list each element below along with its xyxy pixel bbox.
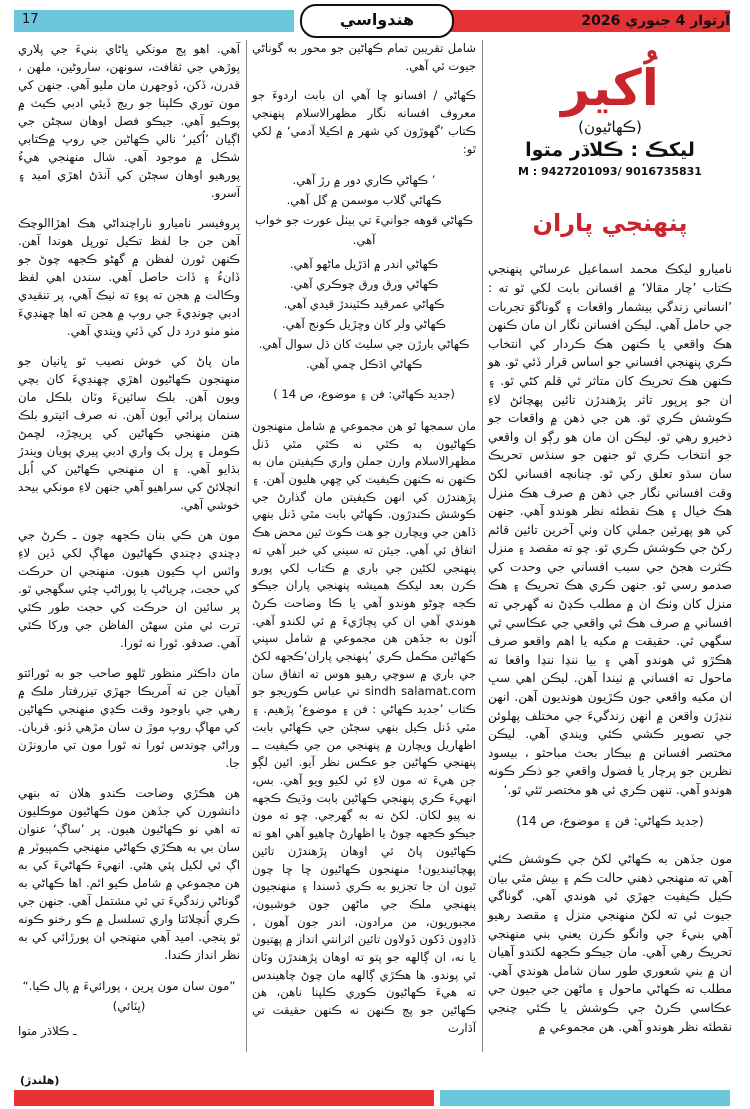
paragraph: مان سمجها ٿو هن مجموعي ۾ شامل منهنجون ڪهاڻيون به ڪٿي نه ڪٿي مٿي ڏنل مظهرالاسلام وارن جملن واري ڪيفيتن مان به ڪنهن نه ڪنهن ڪيفيت کي ڇهي هليون آهن. ۽ پڙهندڙن کي انهن ڪيفيتن مان گذارڻ جي ڪوشش ڪندڙون. ڪهاڻي بابت مٿي ڏنل بنهي ڏاهن جي ويچارن جو هت ڪوٽ ٿين محض هڪ اتفاق ئي آهي. جيئن ته سيني کي خبر آهي ته پنهنجي لکڻين جي باري ۾ ڪتاب لکي پورو ڪرن بعد ليکڪ هميشه پنهنجي پاران جيڪو ڪجه چوڻو هوندو آهي يا ڪا وضاحت ڪرڻ هوندي آهي ان کي پچاڙيءَ ۾ ئي لکندو آهي. آئون به جڏهن هن مجموعي ۾ شامل سڀني ڪهاڻين مڪمل ڪري ’پنهنجي پاران‘ڪجهه لکڻ جي باري ۾ سوچي رهيو هوس ته اتفاق سان sindh salamat.com تي عباس ڪوريجو جو ڪتاب ’جديد ڪهاڻي : فن ۽ موضوع‘ پڙهيم. ۽ مٿي ڏنل ڪيل بنهي سڄڻن جي ڪهاڻي بابت اظهاريل ويچارن ۾ پنهنجي من جي ڪيفيت ــ پنهنجي ڪهاڻين جو عڪس نظر آيو. ائين لڳو جن هيءَ ته مون لاءِ ئي لکيو ويو آهي. بس، انهيءَ ڪري پنهنجي ڪهاڻين بابت وڌيڪ ڪجهه نه پيو لکان. لکڻ نه به گهرجي. ڇو ته مون جيڪو ڪجهه چوڻ يا اظهارڻ چاهيو آهي اهو ته ڪهاڻيون پاڻ ئي اوهان پڙهندڙن تائين پهچائينديون! منهنجون ڪهاڻيون ڇا ڇا چون ٿيون ان جا تجزيو به ڪري ڏسندا ۽ منهنجيون پنهنجي ملڪ جي ماڻهن جون خوشيون، مجبوريون، من مرادون، اندر جون آهون ، ڏاڍون ڏکون ڏولاون تائين اثرانتي انداز ۾ پهتيون يا نه، ان ڳالهه جو پتو ته اوهان پڙهندڙن وٽان ئي پوندو. ها هڪڙي ڳالهه مان چوڻ چاهيندس ته هيءَ ڪهاڻيون ڪوري ڪلپنا ناهن، هن ڪهاڻين جو پڄ ڪنهن نه ڪنهن حقيقت تي آڌارت bbox=[252, 418, 476, 1035]
signature: ـ ڪلاڌر متوا bbox=[18, 1024, 77, 1038]
paragraph: هن هڪڙي وضاحت ڪندو هلان ته بنهي دانشورن کي جڏهن مون ڪهاڻيون موڪليون ته اهي نو ڪهاڻيون هيون. پر ’ساڳ‘ عنوان سان بي به هڪڙي ڪهاڻي منهنجي ڪمپيوٽر ۾ اڳ ئي لکيل پئي هئي. انهيءَ ڪهاڻيءَ کي به هن مجموعي ۾ شامل ڪيو اٿم. اها ڪهاڻي به گوناڻي زندگيءَ تي ئي مشتمل آهي. جنهن جي ڪري اُنچلائتا واري تسلسل ۾ ڪو رخنو ڪونه ٿو پنجي. اميد آهي منهنجي ان پورڙائي کي به نظر انداز ڪندا. bbox=[18, 786, 240, 962]
poem-line: ڪهاڻي عمرقيد ڪٽيندڙ قيدي آهي. bbox=[283, 297, 445, 312]
story-title: اُکير bbox=[561, 59, 659, 117]
header-cyan-bar bbox=[14, 10, 294, 32]
quote-line: ”مون سان مون پرين ، پورائيءَ ۾ پال ڪيا.“ bbox=[22, 979, 236, 993]
column-right bbox=[488, 40, 732, 1048]
newspaper-logo: هندواسي bbox=[300, 4, 454, 38]
paragraph: مان پاڻ کي خوش نصيب ٿو ڀانيان جو منهنجون ڪهاڻيون اهڙي چهنڊيءَ کان بچي ويون آهن. بلڪ سائينءَ وٽان بلڪل مان سنمان پرائي آيون آهن. نه صرف ائيترو بلڪ هنن منهنجي ڪهاڻين کي پريچڙڊ، لڇمڻ ڪومل ۽ پرل بک واري ادبي پيري پويان ويندڙ بڌايو آهي. ۽ ان منهنجي ڪهاڻين کي اُبل انچلائڻ کي سراهيو آهي جنهن لاءِ مونکي بيحد خوشي آهي. bbox=[18, 354, 240, 512]
poem-line: ڪهاڻي ولر کان وڇڙيل ڪونج آهي. bbox=[282, 317, 446, 332]
author-byline: ليکڪ : ڪلاڌر متوا bbox=[525, 138, 695, 161]
issue-date: آرتوار 4 جنوري 2026 bbox=[581, 13, 730, 29]
continued-marker: (هلندڙ) bbox=[20, 1074, 60, 1087]
paragraph: آهي. اهو پڄ مونکي ڀاڻاي بنيءَ جي پلاري پوڙهي جي ثقافت، سونهن، ساروڻين، ملهن ، قدرن، ڏکن، ڏوجهرن مان مليو آهي. جنهن کي مون توري ڪلپنا جو ريڄ ڏيئي ادبي ڪيٽ ۾ پوڪيو آهي. جيڪو فصل اوهان سڄڻن جي اڳيان ’اُکير‘ نالي ڪهاڻين جي روپ ۾ڪتابي شڪل ۾ موجود آهي. شال منهنجي هيءُ پورهيو اوهان سڄڻن کي آنڌڻ اهڙي اميد ۽ آسرو. bbox=[18, 42, 240, 200]
poem-line: ڪهاڻي قوهه جوانيءَ تي بيٺل عورت جو خواب آهي. bbox=[255, 213, 473, 248]
column-divider bbox=[246, 40, 247, 1052]
paragraph: مون هن ڪي بنان ڪجهه چون ـ ڪرڻ جي ڊچندي ڊچندي ڪهاڻيون مهاڳ لکي ڏين لاءِ واٽس اپ ڪيون هيون. منهنجي ان حرڪت کي حجت، چرياڻپ يا پوراڻپ چئي سگهجي ٿو. پر سائين ان حرڪت کي حجت طور ڪئي ترت ئي مٺن سهڻن الفاظن جي ورکا ڪئي آهي. صدقو. ٿورا نه ٿورا. bbox=[18, 528, 240, 650]
paragraph: ڪهاڻي / افسانو ڇا آهي ان بابت اردوءَ جو معروف افسانه نگار مظهرالاسلام پنهنجي ڪتاب ’گهوڙون کي شهر ۾ اڪيلا آدمي‘ ۾ لکي ٿو: bbox=[252, 88, 476, 156]
section-heading: پنهنجي پاران bbox=[532, 208, 688, 237]
column-left bbox=[18, 40, 240, 1040]
poem-quote bbox=[252, 170, 476, 374]
poem-line: ڪهاڻي ورق ورق چوڪري آهي. bbox=[289, 277, 439, 292]
footer-cyan-bar bbox=[440, 1090, 730, 1106]
citation: (جديد ڪهاڻي: فن ۽ موضوع، ص 14) bbox=[516, 813, 704, 828]
paragraph: مان داڪٽر منظور ٿلهو صاحب جو به ٿورائتو آهيان جن ته آمريڪا جهڙي تيزرفتار ملڪ ۾ رهي جي باوجود وقت ڪڍي منهنجي ڪهاڻين کي مهاڳ روپ موڙ ن سان مڙهي ڏنو. قربان. وراڻي چوندس ٿورا نه ٿورا مون تي مارونڙن جا. bbox=[18, 666, 240, 770]
story-genre: (ڪهاڻيون) bbox=[578, 118, 642, 136]
paragraph: شامل تقريبن تمام ڪهاڻين جو محور به گوناڻي جيوت ئي آهي. bbox=[252, 41, 476, 73]
footer-red-bar bbox=[14, 1090, 434, 1106]
closing-quote bbox=[18, 976, 240, 1016]
poem-line: ڪهاڻي اندر ۾ اڌڙيل ماڻهو آهي. bbox=[289, 257, 439, 272]
poem-line: ’ ڪهاڻي ڪاري دور ۾ رڙ آهي. bbox=[292, 173, 436, 188]
poem-line: ڪهاڻي گلاب موسمن ۾ گل آهي. bbox=[286, 193, 442, 208]
column-middle bbox=[252, 40, 476, 1050]
author-mobile: M : 9427201093/ 9016735831 bbox=[518, 165, 702, 179]
poem-line: ڪهاڻي بارڙن جي سليٽ کان ڌل سوال آهي. bbox=[258, 337, 470, 352]
citation: (جديد ڪهاڻي: فن ۽ موضوع، ص 14 ) bbox=[273, 387, 455, 402]
poem-line: ڪهاڻي اڌڪل چمي آهي. bbox=[305, 357, 423, 372]
paragraph: ناميارو ليکڪ محمد اسماعيل عرساڻي پنهنجي ڪتاب ’چار مقالا‘ ۾ افسانن بابت لکي ٿو ته : ’انساني زندگي بيشمار واقعات ۽ گوناگوَ تجربات جي حامل آهي. ليڪن افسانن نگار ان مان ڪنهن هڪ واقعي يا ڪنهن هڪ ڪردار کي انتخاب ڪري پنهنجي افساني جو اساس قرار ڏئي ٿو. هو ڪنهن هڪ تحريڪ کان متاثر ٿي قلم کڻي ٿو. ۽ ان جو پرپور تاثر پڙهندڙن تائين پهچائڻ لاءِ ڪوشش ڪري ٿو. هن جي ذهن ۾ واقعات جو ذخيرو رهي ٿو. ليڪن ان مان هو رڳو ان واقعي جو انتخاب ڪري ٿو جنهن جو سنڌس تحريڪ سان سڌو تعلق رکي ٿو. چنانچه افساني لکڻ وقت افساني نگار جي ذهن ۾ صرف هڪ منزل هڪ خيال ۽ هڪ نقطئه نظر هوندو آهي. جنهن کي هو پهرئين جملي کان وٺي آخرين تائين قائم رکڻ جي ڪوشش ڪري ٿو. چو ته مقصد ۽ منزل ڪثرت هجڻ جي سبب افساني جي وحدت کي صدمو رسي ٿو. جنهن ڪري هڪ تحريڪ ۽ هڪ منزل کان وٺڪ ان ۾ مطلب ڪڍڻ نه گهرجي ته افساني ۾ صرف هڪ ئي واقعي جي عڪاسي ٿي سگهي ٿي. حقيقت ۾ مکيه يا اهم واقعو صرف هڪڙو ئي هوندو آهي ۽ بيا ننڍا ننڍا واقعا ته ماحول ته افساني ۾ ٺيندا آهن. ليڪن اهي سڀ ان مکيه واقعي جون ڪڙيون هونديون آهن. انهن ننڍڙن واقعن ۾ انهن زندگيءَ جي مختلف پهلوئن جي تصوير ڪشي ڪئي ويندي آهي. ليڪن مختصر افسانن ۾ بيڪار بحث مباحثو ، بيسود نظرين جو پرچار يا فضول واقعي جو ذڪر ڪونه هوندو آهي. تنهن ڪري ئي هو مختصر ٿئي ٿو.‘ bbox=[488, 262, 732, 797]
paragraph: مون جڏهن به ڪهاڻي لکڻ جي ڪوشش ڪئي آهي ته منهنجي ذهني حالت ڪم ۽ بيش مٿي بيان ڪيل ڪيفيت جهڙي ئي هوندي آهي. گوناگي جيوت ئي ته لکڻ منهنجي منزل ۽ مقصد رهيو آهي بنيءَ جي وانگو ڪرن يعني بني منهنجي تحريڪ رهي آهي. مان جيڪو ڪجهه لکندو آهيان ان ۾ بني شعوري طور سان شامل هوندي آهي. مطلب ته ڪهاڻي ماحول ۽ ماڻهن جي جيون جي عڪاسي ڪرڻ جي ڪوشش يا ڪئي چنجي نقطئه نظر هوندو آهي. هن مجموعي ۾ bbox=[488, 852, 732, 1034]
quote-source: (ڀٽائي) bbox=[112, 999, 146, 1013]
column-divider bbox=[482, 40, 483, 1052]
page-number: 17 bbox=[22, 12, 39, 27]
paragraph: پروفيسر ناميارو ناراچنداڻي هڪ اهڙاالوچڪ آهن جن جا لفظ تڪيل تورپل هوندا آهن. ڪنهن ٿورن لفظن ۾ گهڻو ڪجهه چوڻ جو ڏانءُ ۽ ڏات حاصل آهي. سندن اهي لفظ وڪالت ۾ هجن ته پوءِ ته ٺيڪ آهي، پر تنقيدي ادبي چونڊيءَ جي روپ ۾ هجن ته اها چهنڊيءَ مٺو مٺو درد دل کي ڏئي ويندي آهي. bbox=[18, 216, 240, 338]
